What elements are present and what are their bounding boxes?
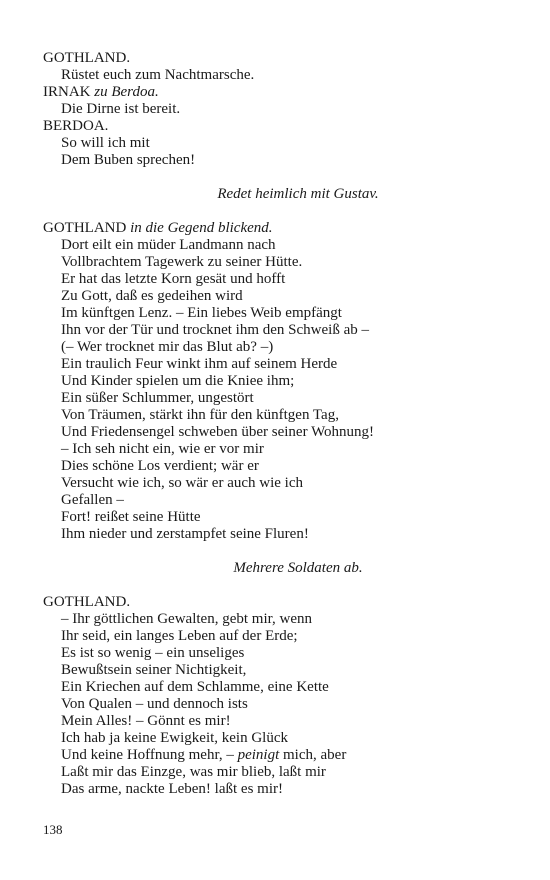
- verse-line: Dies schöne Los verdient; wär er: [61, 458, 259, 474]
- speaker-heading: [43, 220, 513, 237]
- verse-line: Das arme, nackte Leben! laßt es mir!: [61, 781, 283, 797]
- verse-text: Und keine Hoffnung mehr, –: [61, 747, 238, 763]
- verse-line: [43, 747, 513, 764]
- verse-line: Es ist so wenig – ein unseliges: [61, 645, 245, 661]
- blank-line: [43, 203, 513, 220]
- verse-text: mich, aber: [279, 747, 347, 763]
- verse-line: Rüstet euch zum Nachtmarsche.: [61, 67, 255, 83]
- speaker-name: BERDOA.: [43, 118, 109, 134]
- verse-line: Im künftgen Lenz. – Ein liebes Weib empfängt: [61, 305, 342, 321]
- stage-note: in die Gegend blickend.: [130, 220, 273, 236]
- verse-line: Die Dirne ist bereit.: [61, 101, 181, 117]
- verse-line: Mein Alles! – Gönnt es mir!: [61, 713, 231, 729]
- speaker-heading: [43, 50, 513, 67]
- verse-line: Dort eilt ein müder Landmann nach: [61, 237, 276, 253]
- speaker-name: GOTHLAND: [43, 220, 127, 236]
- verse-line: – Ich seh nicht ein, wie er vor mir: [61, 441, 264, 457]
- speaker-name: GOTHLAND.: [43, 594, 131, 610]
- page-number: 138: [43, 822, 63, 837]
- verse-line: Gefallen –: [61, 492, 124, 508]
- verse-line: Und Kinder spielen um die Kniee ihm;: [61, 373, 295, 389]
- verse-line: Ihm nieder und zerstampfet seine Fluren!: [61, 526, 309, 542]
- verse-line: Ihn vor der Tür und trocknet ihm den Schweiß ab –: [61, 322, 369, 338]
- emphasized-word: peinigt: [237, 747, 280, 763]
- speaker-name: GOTHLAND.: [43, 50, 131, 66]
- verse-line: Fort! reißet seine Hütte: [61, 509, 201, 525]
- verse-line: Laßt mir das Einzge, was mir blieb, laßt mir: [61, 764, 326, 780]
- verse-line: Ein traulich Feur winkt ihm auf seinem Herde: [61, 356, 338, 372]
- speaker-heading: [43, 594, 513, 611]
- verse-line: Von Träumen, stärkt ihn für den künftgen Tag,: [61, 407, 339, 423]
- blank-line: [43, 543, 513, 560]
- verse-line: Dem Buben sprechen!: [61, 152, 196, 168]
- stage-note: zu Berdoa.: [94, 84, 159, 100]
- verse-line: Vollbrachtem Tagewerk zu seiner Hütte.: [61, 254, 303, 270]
- verse-line: Ein süßer Schlummer, ungestört: [61, 390, 254, 406]
- verse-line: (– Wer trocknet mir das Blut ab? –): [61, 339, 274, 355]
- verse-line: Ihr seid, ein langes Leben auf der Erde;: [61, 628, 298, 644]
- blank-line: [43, 169, 513, 186]
- verse-line: Bewußtsein seiner Nichtigkeit,: [61, 662, 247, 678]
- text-page: [43, 50, 513, 798]
- verse-line: Ich hab ja keine Ewigkeit, kein Glück: [61, 730, 289, 746]
- speaker-heading: [43, 118, 513, 135]
- verse-line: Von Qualen – und dennoch ists: [61, 696, 248, 712]
- stage-direction: Mehrere Soldaten ab.: [233, 560, 363, 576]
- verse-line: Und Friedensengel schweben über seiner Wohnung!: [61, 424, 375, 440]
- verse-line: – Ihr göttlichen Gewalten, gebt mir, wenn: [61, 611, 312, 627]
- stage-direction: Redet heimlich mit Gustav.: [217, 186, 379, 202]
- verse-line: Er hat das letzte Korn gesät und hofft: [61, 271, 286, 287]
- blank-line: [43, 577, 513, 594]
- verse-line: Zu Gott, daß es gedeihen wird: [61, 288, 243, 304]
- verse-line: So will ich mit: [61, 135, 150, 151]
- verse-line: Versucht wie ich, so wär er auch wie ich: [61, 475, 303, 491]
- verse-line: Ein Kriechen auf dem Schlamme, eine Kette: [61, 679, 329, 695]
- speaker-name: IRNAK: [43, 84, 91, 100]
- speaker-heading: [43, 84, 513, 101]
